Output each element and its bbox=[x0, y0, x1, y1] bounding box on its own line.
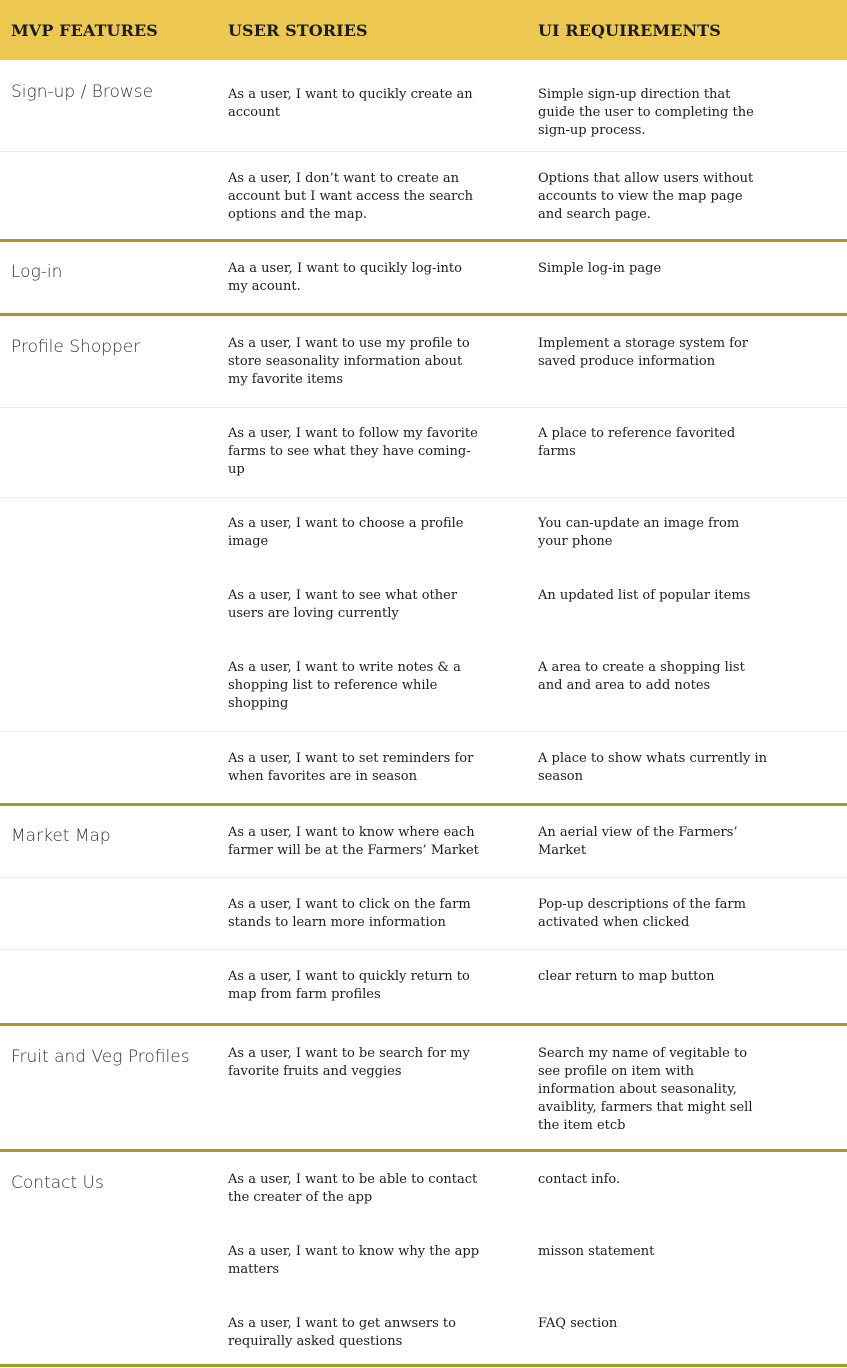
feature-label: Profile Shopper bbox=[11, 337, 141, 357]
user-story: As a user, I want to be able to contact the creater of the app bbox=[228, 1172, 478, 1205]
user-story: As a user, I want to choose a profile image bbox=[228, 516, 464, 549]
header-ui-requirements: UI REQUIREMENTS bbox=[538, 21, 721, 40]
table-row bbox=[0, 1026, 847, 1152]
feature-label: Log-in bbox=[11, 262, 63, 282]
table-row bbox=[0, 570, 847, 642]
feature-label: Fruit and Veg Profiles bbox=[11, 1047, 190, 1067]
user-story: Aa a user, I want to qucikly log-into my acount. bbox=[228, 261, 462, 294]
ui-requirement: Implement a storage system for saved produce information bbox=[538, 336, 749, 369]
table-row bbox=[0, 732, 847, 806]
table-row bbox=[0, 1224, 847, 1296]
ui-requirement: FAQ section bbox=[538, 1316, 618, 1331]
ui-requirement: A place to reference favorited farms bbox=[538, 426, 736, 459]
ui-requirement: A place to show whats currently in season bbox=[538, 751, 767, 784]
table-row bbox=[0, 152, 847, 242]
ui-requirement: An updated list of popular items bbox=[538, 588, 751, 603]
ui-requirement: clear return to map button bbox=[538, 969, 715, 984]
user-story: As a user, I want to get anwsers to requirally asked questions bbox=[228, 1316, 456, 1349]
header-mvp-features: MVP FEATURES bbox=[11, 21, 158, 40]
feature-label: Sign-up / Browse bbox=[11, 82, 154, 102]
user-story: As a user, I want to see what other users are loving currently bbox=[228, 588, 458, 621]
ui-requirement: Simple sign-up direction that guide the user to completing the sign-up process. bbox=[538, 87, 754, 138]
table-row bbox=[0, 878, 847, 950]
ui-requirement: Options that allow users without accounts to view the map page and search page. bbox=[538, 171, 754, 222]
feature-label: Contact Us bbox=[11, 1173, 104, 1193]
user-story: As a user, I want to write notes & a shopping list to reference while shopping bbox=[228, 660, 461, 711]
table-row bbox=[0, 408, 847, 498]
user-story: As a user, I want to use my profile to store seasonality information about my favorite items bbox=[228, 336, 470, 387]
ui-requirement: Search my name of vegitable to see profile on item with information about seasonality, avaiblity, farmers that might sell the item etcb bbox=[538, 1046, 753, 1133]
user-story: As a user, I want to follow my favorite farms to see what they have coming-up bbox=[228, 426, 478, 477]
ui-requirement: misson statement bbox=[538, 1244, 655, 1259]
user-story: As a user, I want to quickly return to map from farm profiles bbox=[228, 969, 470, 1002]
table-row bbox=[0, 806, 847, 878]
user-story: As a user, I want to know why the app matters bbox=[228, 1244, 480, 1277]
user-story: As a user, I want to be search for my favorite fruits and veggies bbox=[228, 1046, 470, 1079]
ui-requirement: You can-update an image from your phone bbox=[538, 516, 740, 549]
ui-requirement: A area to create a shopping list and and area to add notes bbox=[538, 660, 745, 693]
table-row bbox=[0, 950, 847, 1026]
table-header bbox=[0, 0, 847, 60]
feature-label: Market Map bbox=[11, 826, 111, 846]
ui-requirement: Simple log-in page bbox=[538, 261, 662, 276]
table-row bbox=[0, 60, 847, 152]
user-story: As a user, I want to set reminders for when favorites are in season bbox=[228, 751, 474, 784]
ui-requirement: An aerial view of the Farmers’ Market bbox=[538, 825, 738, 858]
user-story: As a user, I don’t want to create an account but I want access the search options and the map. bbox=[228, 171, 474, 222]
ui-requirement: contact info. bbox=[538, 1172, 621, 1187]
table-row bbox=[0, 1152, 847, 1224]
table-row bbox=[0, 316, 847, 408]
table-row bbox=[0, 242, 847, 316]
user-story: As a user, I want to click on the farm stands to learn more information bbox=[228, 897, 471, 930]
table-row bbox=[0, 1296, 847, 1367]
table-row bbox=[0, 642, 847, 732]
user-story: As a user, I want to know where each farmer will be at the Farmers’ Market bbox=[228, 825, 479, 858]
header-user-stories: USER STORIES bbox=[228, 21, 368, 40]
user-story: As a user, I want to qucikly create an account bbox=[228, 87, 473, 120]
table-row bbox=[0, 498, 847, 570]
ui-requirement: Pop-up descriptions of the farm activated when clicked bbox=[538, 897, 746, 930]
